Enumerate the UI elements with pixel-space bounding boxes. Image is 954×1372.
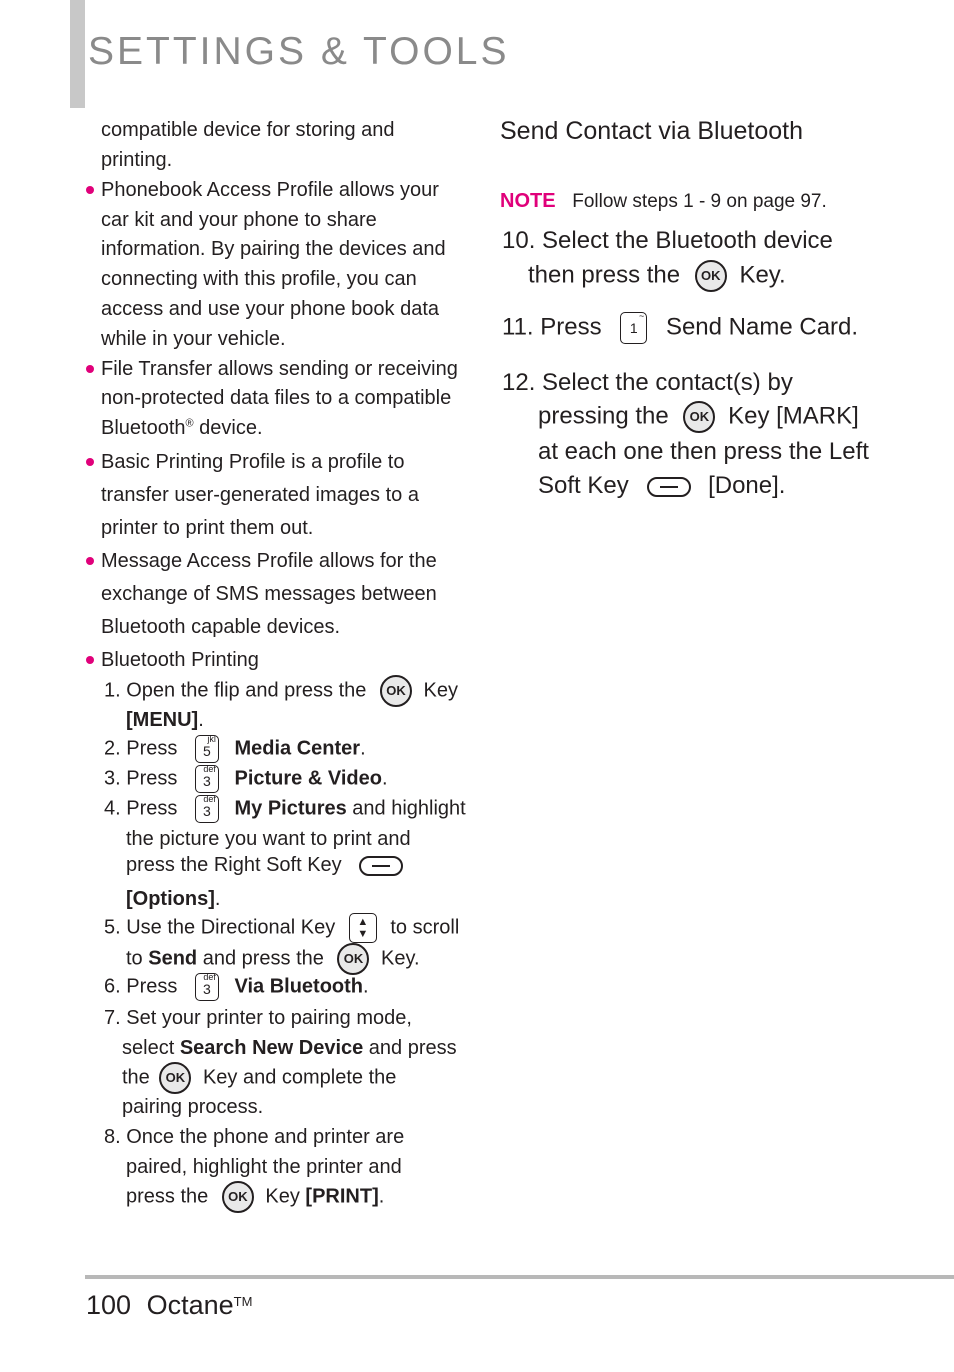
step-7-cont — [122, 1062, 396, 1094]
text-line: Basic Printing Profile is a profile to — [101, 451, 405, 473]
text-span: 5. Use the Directional Key — [104, 916, 336, 939]
key-3-icon — [195, 973, 219, 1001]
text-line: exchange of SMS messages between — [101, 583, 437, 605]
arrow-down-icon: ▼ — [357, 928, 369, 940]
step-4-cont: the picture you want to print and — [126, 828, 411, 850]
arrow-up-icon: ▲ — [357, 916, 369, 928]
bullet — [86, 557, 94, 565]
key-digit: 5 — [203, 743, 211, 759]
bullet — [86, 656, 94, 664]
trademark-mark: TM — [233, 1294, 253, 1309]
text-span: . — [198, 709, 204, 731]
key-3-icon — [195, 765, 219, 793]
key-digit: 1 — [629, 320, 638, 336]
text-span: [PRINT] — [305, 1185, 379, 1208]
text-line: printing. — [101, 149, 173, 171]
text-line: Message Access Profile allows for the — [101, 550, 437, 572]
step-12: 12. Select the contact(s) by — [502, 369, 793, 396]
step-1-cont — [126, 709, 204, 732]
text-span: . — [214, 888, 221, 910]
step-10-cont — [528, 260, 786, 292]
step-12-cont: at each one then press the Left — [538, 438, 869, 465]
text-span: . — [851, 313, 859, 341]
text-span: [Options] — [126, 888, 215, 910]
text-span: Media Center — [234, 737, 361, 760]
step-7-cont — [122, 1037, 457, 1060]
text-line: connecting with this profile, you can — [101, 268, 417, 290]
text-line: while in your vehicle. — [101, 328, 286, 350]
key-letters: def — [203, 972, 216, 982]
text-span: Send Name Card — [665, 313, 852, 341]
text-line: File Transfer allows sending or receiving — [101, 358, 458, 380]
text-span: and press — [363, 1037, 457, 1059]
key-5-icon — [195, 735, 219, 763]
text-line: access and use your phone book data — [101, 298, 440, 320]
key-letters: jkl — [207, 734, 216, 744]
step-7-cont: pairing process. — [122, 1096, 264, 1118]
ok-key-icon: OK — [695, 260, 727, 292]
footer-rule — [85, 1275, 954, 1279]
text-span: . — [363, 975, 369, 998]
key-3-icon — [195, 795, 219, 823]
step-1 — [104, 675, 458, 707]
ok-key-icon: OK — [222, 1181, 254, 1213]
header-bar — [70, 0, 85, 108]
text-span: device. — [193, 417, 263, 439]
text-span: 1. Open the flip and press the — [104, 679, 367, 702]
text-span: . — [778, 472, 786, 499]
text-span: Via Bluetooth — [234, 975, 364, 998]
section-title: Send Contact via Bluetooth — [500, 117, 803, 145]
text-span: Key — [265, 1185, 300, 1208]
bullet — [86, 365, 94, 373]
text-line: compatible device for storing and — [101, 119, 395, 141]
step-4-cont — [126, 888, 220, 911]
text-span: Key. — [739, 261, 786, 289]
key-letters: ~ — [639, 311, 645, 321]
text-span: Search New Device — [179, 1037, 364, 1059]
step-7: 7. Set your printer to pairing mode, — [104, 1007, 412, 1029]
step-4-cont — [126, 854, 403, 877]
step-3 — [104, 765, 388, 793]
directional-key-icon — [349, 913, 377, 943]
step-5-cont — [126, 943, 420, 975]
key-digit: 3 — [203, 803, 211, 819]
step-5 — [104, 913, 459, 943]
footer — [86, 1290, 252, 1321]
step-4 — [104, 795, 466, 823]
text-span: Send — [148, 947, 198, 970]
text-span: Key — [728, 402, 777, 430]
ok-key-icon: OK — [337, 943, 369, 975]
ok-key-icon: OK — [380, 675, 412, 707]
text-span: Picture & Video — [234, 767, 382, 790]
text-span: Key. — [381, 947, 420, 970]
text-span: Bluetooth — [101, 417, 186, 439]
text-span: then press the — [528, 261, 681, 289]
product-name: Octane — [146, 1290, 234, 1320]
text-span: . — [378, 1185, 385, 1208]
key-digit: 3 — [203, 773, 211, 789]
step-8-cont — [126, 1181, 384, 1213]
key-1-icon — [620, 312, 647, 344]
text-span: 6. Press — [104, 975, 178, 998]
ok-key-icon: OK — [159, 1062, 191, 1094]
key-letters: def — [203, 794, 216, 804]
step-2 — [104, 735, 366, 763]
text-line: information. By pairing the devices and — [101, 238, 446, 260]
text-span: [MENU] — [126, 709, 199, 731]
text-line: printer to print them out. — [101, 517, 314, 539]
text-span: and press the — [197, 947, 324, 970]
right-soft-key-icon — [359, 856, 403, 876]
text-span: My Pictures — [234, 797, 347, 820]
text-span: select — [122, 1037, 180, 1059]
bullet — [86, 458, 94, 466]
text-span: pressing the — [538, 402, 669, 430]
text-line: Phonebook Access Profile allows your — [101, 179, 439, 201]
step-11 — [502, 312, 858, 344]
ok-key-icon: OK — [683, 401, 715, 433]
step-6 — [104, 973, 369, 1001]
text-line: car kit and your phone to share — [101, 209, 377, 231]
text-line: transfer user-generated images to a — [101, 484, 419, 506]
text-span: 3. Press — [104, 767, 178, 790]
text-span: Soft Key — [538, 472, 629, 499]
text-line: non-protected data files to a compatible — [101, 387, 452, 409]
key-letters: def — [203, 764, 216, 774]
text-span: 2. Press — [104, 737, 178, 760]
text-span: . — [360, 737, 366, 760]
page-title: SETTINGS & TOOLS — [88, 30, 510, 73]
text-span: 4. Press — [104, 797, 178, 820]
step-12-cont — [538, 472, 785, 500]
text-line: Bluetooth Printing — [101, 649, 259, 671]
note-label: NOTE — [500, 190, 556, 212]
step-8: 8. Once the phone and printer are — [104, 1126, 405, 1148]
registered-mark: ® — [185, 417, 194, 430]
text-span: the — [122, 1066, 150, 1089]
text-span: Key — [423, 679, 458, 702]
text-span: press the — [126, 1185, 209, 1208]
text-span: to scroll — [390, 916, 460, 939]
step-10: 10. Select the Bluetooth device — [502, 227, 833, 254]
text-span: 11. Press — [502, 313, 602, 341]
key-digit: 3 — [203, 981, 211, 997]
step-8-cont: paired, highlight the printer and — [126, 1156, 402, 1178]
bullet — [86, 186, 94, 194]
step-12-cont — [538, 401, 859, 433]
page-number: 100 — [86, 1290, 132, 1320]
text-span: [MARK] — [776, 402, 859, 430]
text-span: . — [381, 767, 388, 790]
note — [500, 186, 827, 214]
text-span: [Done] — [708, 472, 779, 499]
text-span: Key and complete the — [202, 1066, 397, 1089]
text-line — [101, 417, 263, 440]
text-line: Bluetooth capable devices. — [101, 616, 341, 638]
text-span: to — [126, 947, 149, 970]
text-span: press the Right Soft Key — [126, 854, 342, 876]
left-soft-key-icon — [647, 477, 691, 497]
note-text: Follow steps 1 - 9 on page 97. — [572, 191, 827, 212]
text-span: and highlight — [346, 797, 466, 820]
